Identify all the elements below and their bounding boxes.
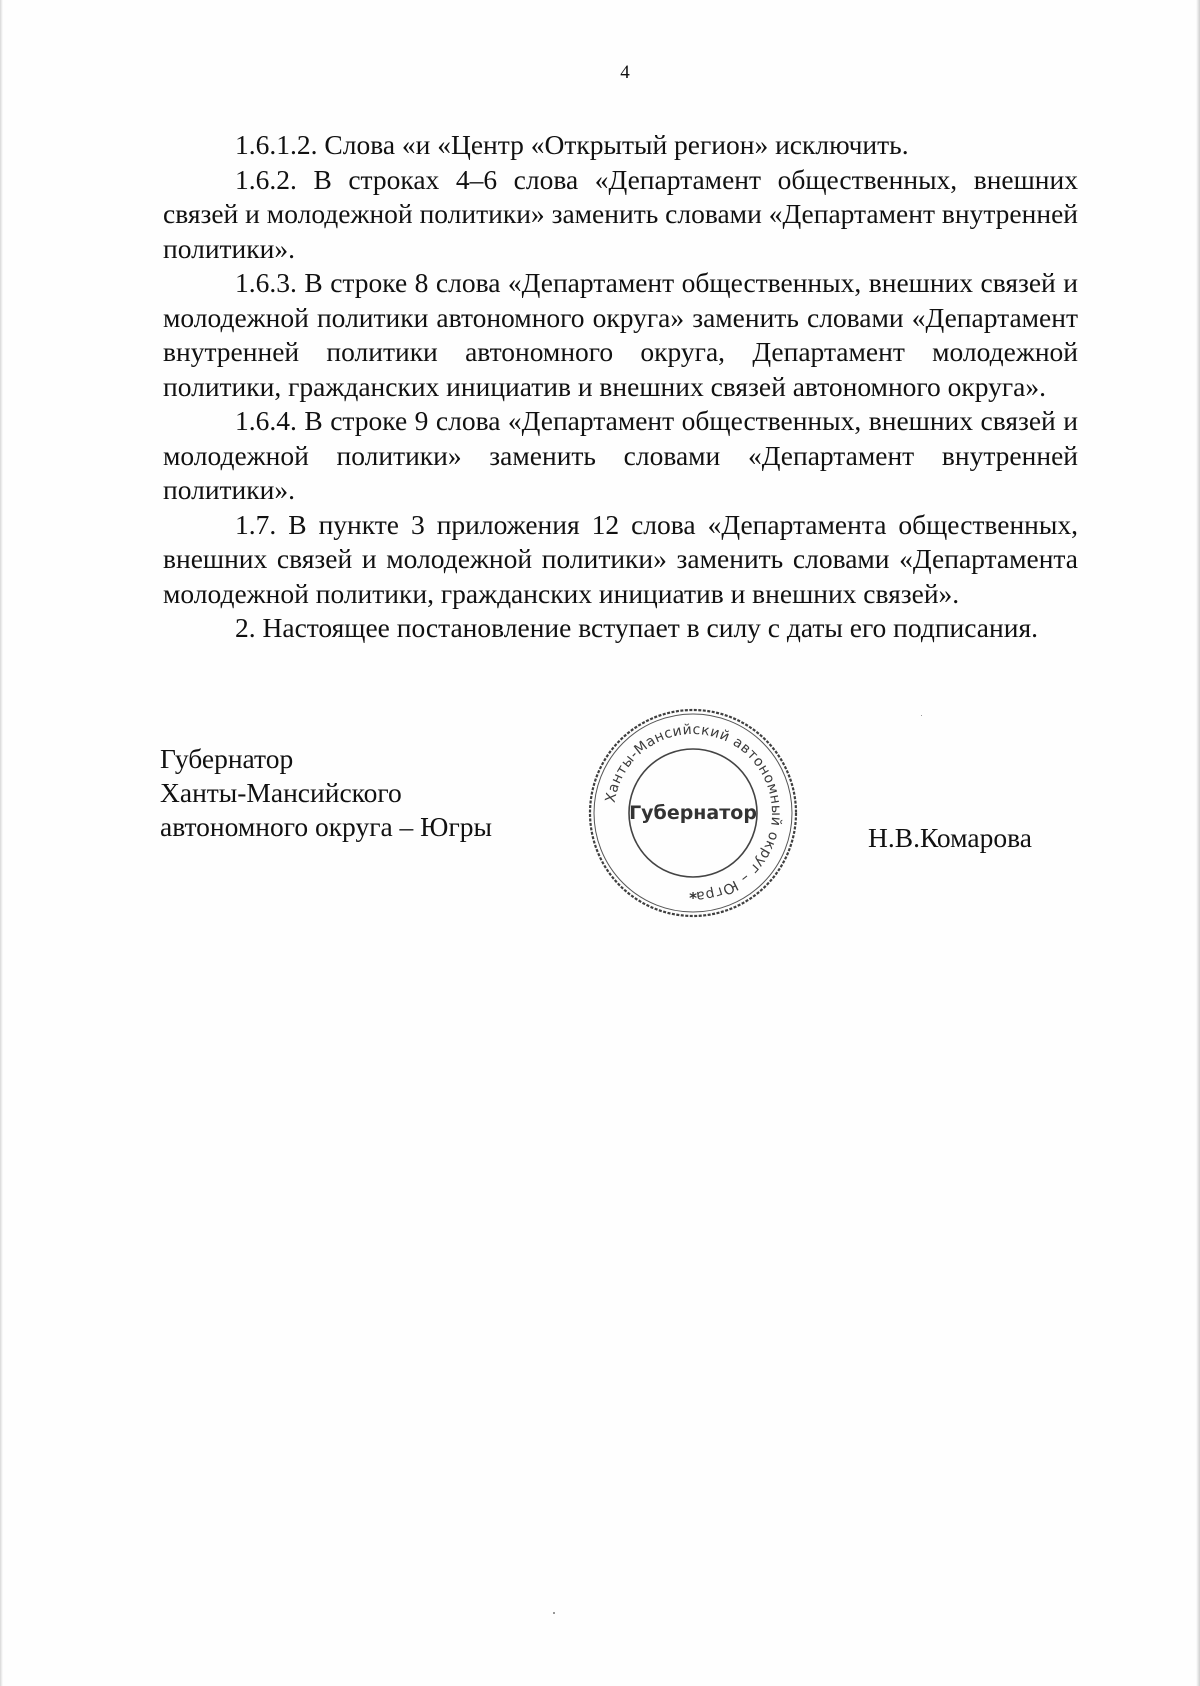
- signatory-title: [160, 742, 492, 844]
- scan-edge-left: [0, 0, 3, 1686]
- scan-edge-right: [1196, 0, 1200, 1686]
- seal-center-text: Губернатор: [629, 802, 757, 824]
- signatory-title-line: Губернатор: [160, 743, 294, 774]
- paragraph-2: 2. Настоящее постановление вступает в силу с даты его подписания.: [235, 612, 1038, 643]
- seal-ring-text: Ханты-Мансийский автономный округ – Югра: [602, 721, 785, 905]
- paragraph-1-6-1-2: 1.6.1.2. Слова «и «Центр «Открытый регион» исключить.: [235, 129, 909, 160]
- signatory-title-line: автономного округа – Югры: [160, 811, 492, 842]
- official-seal: [586, 706, 800, 920]
- paragraph-1-6-4: 1.6.4. В строке 9 слова «Департамент общественных, внешних связей и молодежной политики» заменить словами «Департамент внутренней политики».: [163, 405, 1078, 505]
- paragraph-1-6-2: 1.6.2. В строках 4–6 слова «Департамент общественных, внешних связей и молодежной политики» заменить словами «Департамент внутренней политики».: [163, 163, 1078, 264]
- scan-speck: [921, 715, 922, 716]
- paragraph-1-6-3: 1.6.3. В строке 8 слова «Департамент общественных, внешних связей и молодежной политики автономного округа» заменить словами «Департамент внутренней политики автономного округа, Департамент молодежной политики, гражданских инициатив и внешних связей автономного округа».: [163, 267, 1078, 402]
- signatory-name: Н.В.Комарова: [868, 822, 1032, 853]
- paragraph-1-7: 1.7. В пункте 3 приложения 12 слова «Департамента общественных, внешних связей и молодежной политики» заменить словами «Департамента молодежной политики, гражданских инициатив и внешних связей».: [163, 508, 1078, 609]
- document-body: [163, 128, 1078, 646]
- scan-speck: [553, 1612, 555, 1614]
- page-number: 4: [620, 62, 630, 83]
- seal-star-icon: *: [689, 889, 697, 907]
- signatory-title-line: Ханты-Мансийского: [160, 777, 402, 808]
